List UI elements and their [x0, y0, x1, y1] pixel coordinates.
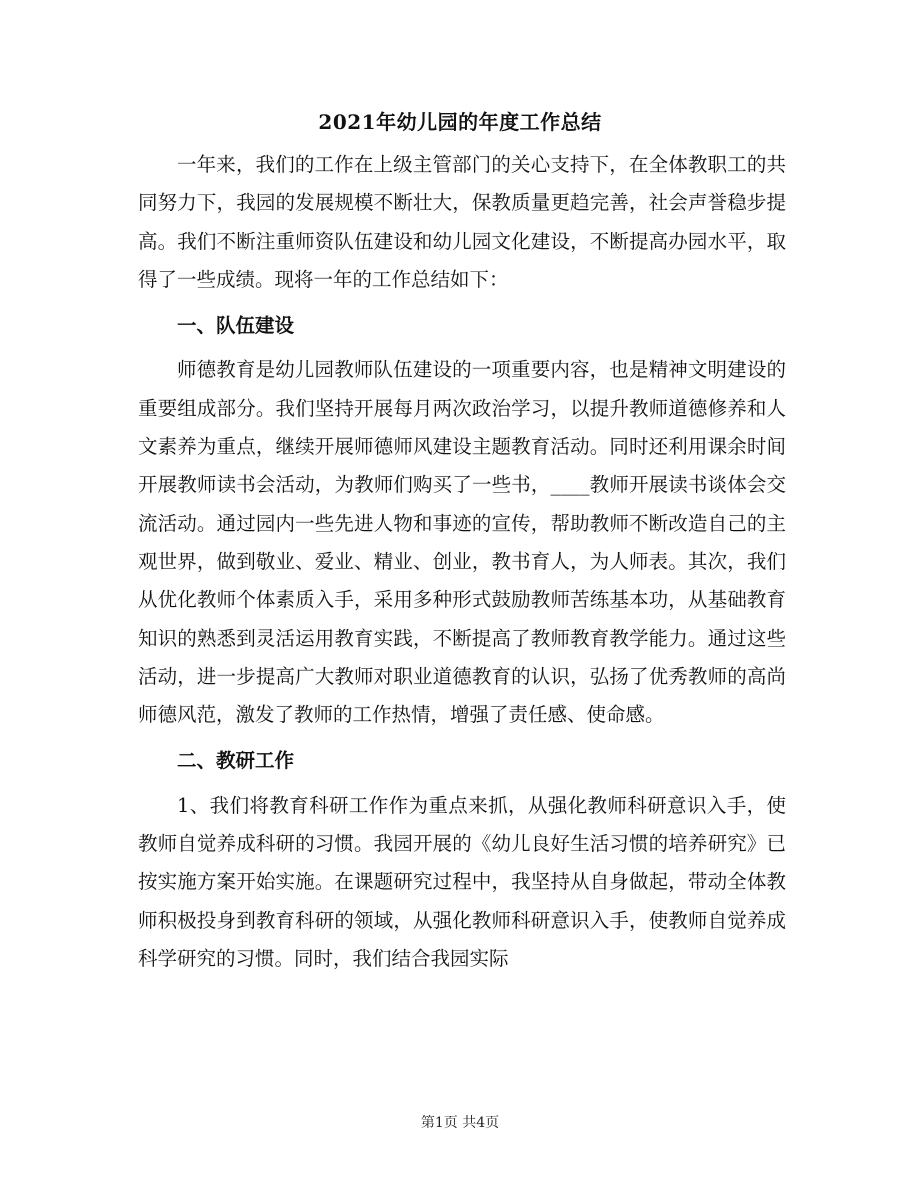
intro-paragraph: 一年来，我们的工作在上级主管部门的关心支持下，在全体教职工的共同努力下，我园的发展规模不断壮大，保教质量更趋完善，社会声誉稳步提高。我们不断注重师资队伍建设和幼儿园文化建设，不断提高办园水平，取得了一些成绩。现将一年的工作总结如下： [138, 153, 786, 291]
document-body [138, 146, 786, 978]
research-paragraph: 1、我们将教育科研工作作为重点来抓，从强化教师科研意识入手，使教师自觉养成科研的习惯。我园开展的《幼儿良好生活习惯的培养研究》已按实施方案开始实施。在课题研究过程中，我坚持从自身做起，带动全体教师积极投身到教育科研的领域，从强化教师科研意识入手，使教师自觉养成科学研究的习惯。同时，我们结合我园实际 [138, 793, 786, 970]
page-number-footer: 第1页 共4页 [420, 1115, 500, 1131]
team-paragraph: 师德教育是幼儿园教师队伍建设的一项重要内容，也是精神文明建设的重要组成部分。我们坚持开展每月两次政治学习，以提升教师道德修养和人文素养为重点，继续开展师德师风建设主题教育活动。同时还利用课余时间开展教师读书会活动，为教师们购买了一些书，____教师开展读书谈体会交流活动。通过园内一些先进人物和事迹的宣传，帮助教师不断改造自己的主观世界，做到敬业、爱业、精业、创业，教书育人，为人师表。其次，我们从优化教师个体素质入手，采用多种形式鼓励教师苦练基本功，从基础教育知识的熟悉到灵活运用教育实践，不断提高了教师教育教学能力。通过这些活动，进一步提高广大教师对职业道德教育的认识，弘扬了优秀教师的高尚师德风范，激发了教师的工作热情，增强了责任感、使命感。 [138, 358, 786, 727]
section-heading-team: 一、队伍建设 [177, 314, 295, 338]
section-heading-research: 二、教研工作 [177, 749, 295, 773]
document-title: 2021年幼儿园的年度工作总结 [318, 110, 602, 134]
